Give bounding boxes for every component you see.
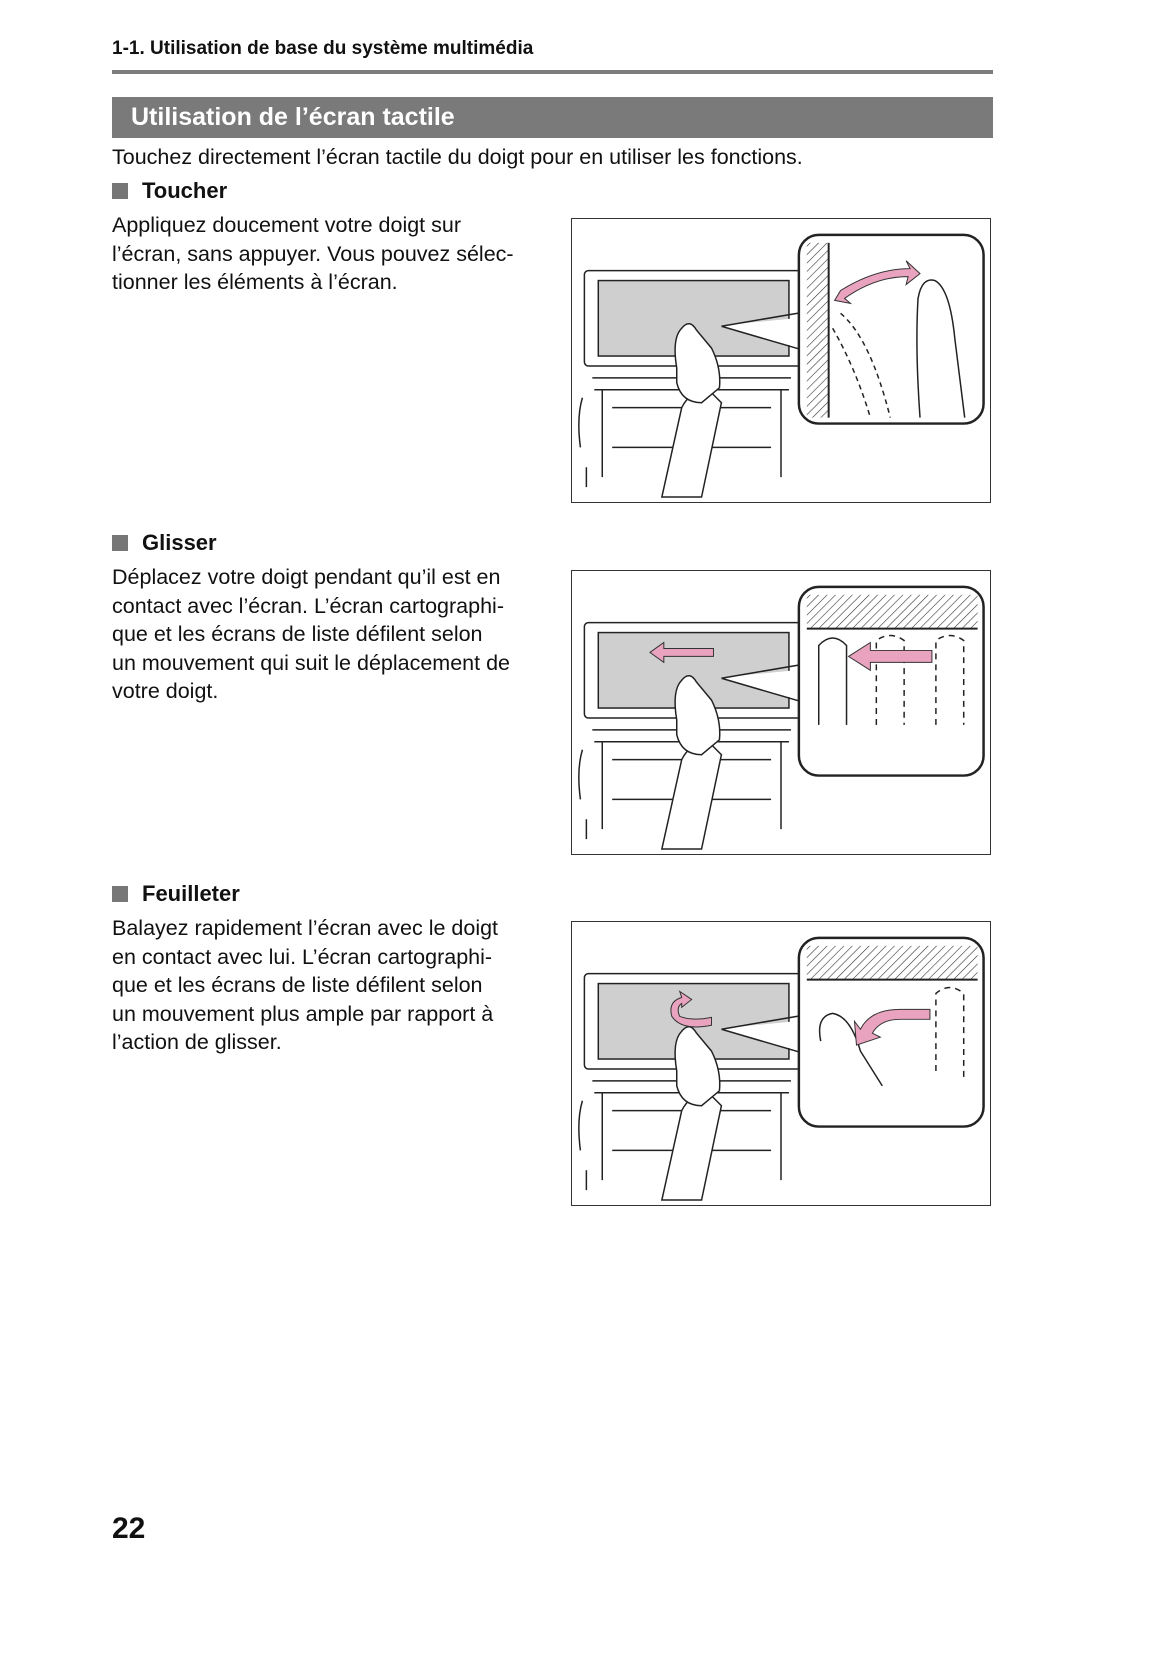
text-line: que et les écrans de liste défilent selon <box>112 622 483 647</box>
text-line: l’écran, sans appuyer. Vous pouvez sélec- <box>112 241 514 266</box>
text-toucher <box>112 211 562 297</box>
tap-gesture-illustration <box>571 218 991 503</box>
text-feuilleter <box>112 914 562 1057</box>
text-line: tionner les éléments à l’écran. <box>112 270 398 295</box>
header-rule <box>112 70 993 74</box>
heading-text: Feuilleter <box>142 881 240 906</box>
heading-text: Glisser <box>142 530 217 555</box>
page-number: 22 <box>112 1512 146 1545</box>
text-line: Balayez rapidement l’écran avec le doigt <box>112 916 499 940</box>
text-glisser <box>112 563 562 706</box>
text-line: un mouvement plus ample par rapport à <box>112 1001 494 1026</box>
text-line: en contact avec lui. L’écran cartographi- <box>112 944 493 969</box>
chapter-header: 1-1. Utilisation de base du système multimédia <box>112 38 534 59</box>
text-line: que et les écrans de liste défilent selon <box>112 973 483 998</box>
drag-gesture-illustration <box>571 570 991 855</box>
square-bullet-icon <box>112 183 128 199</box>
text-line: Déplacez votre doigt pendant qu’il est en <box>112 565 501 589</box>
heading-feuilleter <box>112 881 240 907</box>
heading-glisser <box>112 530 217 556</box>
tap-gesture-drawing <box>572 219 990 502</box>
drag-gesture-drawing <box>572 571 990 854</box>
heading-text: Toucher <box>142 178 228 203</box>
heading-toucher <box>112 178 227 204</box>
text-line: contact avec l’écran. L’écran cartographi- <box>112 593 504 618</box>
text-line: un mouvement qui suit le déplacement de <box>112 650 510 675</box>
text-line: Appliquez doucement votre doigt sur <box>112 213 461 237</box>
intro-text: Touchez directement l’écran tactile du doigt pour en utiliser les fonctions. <box>112 145 803 169</box>
flick-gesture-illustration <box>571 921 991 1206</box>
text-line: votre doigt. <box>112 679 219 704</box>
section-title: Utilisation de l’écran tactile <box>112 97 993 138</box>
square-bullet-icon <box>112 886 128 902</box>
square-bullet-icon <box>112 535 128 551</box>
flick-gesture-drawing <box>572 922 990 1205</box>
text-line: l’action de glisser. <box>112 1030 282 1055</box>
